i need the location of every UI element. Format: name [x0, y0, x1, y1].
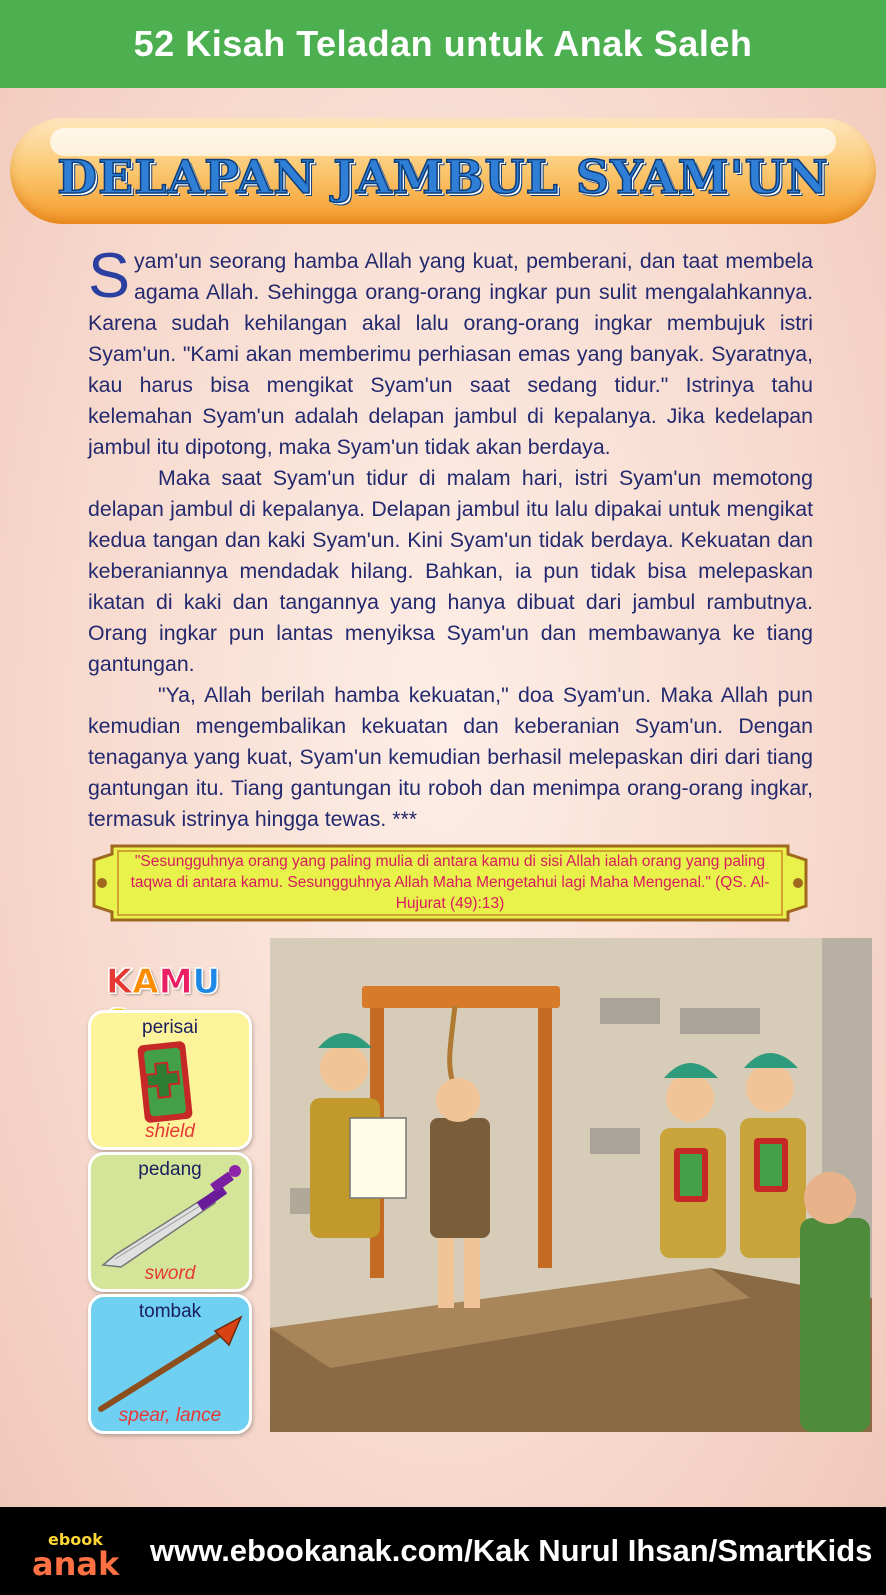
quran-quote-box — [90, 842, 810, 924]
logo-graphic — [30, 1525, 130, 1579]
quote-body: "Sesungguhnya orang yang paling mulia di antara kamu di sisi Allah ialah orang yang paling taqwa di antara kamu. Sesungguhnya Allah Maha Mengetahui lagi Maha Mengenal." — [130, 853, 766, 891]
quote-text — [120, 851, 780, 914]
kamus-letter: K — [106, 962, 133, 1002]
book-series-header: 52 Kisah Teladan untuk Anak Saleh — [0, 0, 886, 88]
kamus-translation: sword — [144, 1263, 196, 1284]
ebookanak-logo — [30, 1525, 130, 1583]
gallows-scene-illustration — [270, 938, 872, 1432]
footer-bar — [0, 1507, 886, 1595]
kamus-letter: M — [158, 962, 193, 1002]
kamus-word: pedang — [138, 1159, 202, 1180]
quote-source: (QS. Al-Hujurat (49):13) — [395, 874, 770, 912]
kamus-translation: spear, lance — [118, 1405, 222, 1426]
story-title: DELAPAN JAMBUL SYAM'UN — [57, 150, 829, 204]
story-paragraph-2: Maka saat Syam'un tidur di malam hari, istri Syam'un memotong delapan jambul di kepalanya. Delapan jambul itu lalu dipakai untuk mengikat kedua tangan dan kaki Syam'un. Kini Syam'un tidak berdaya. Kekuatan dan keberaniannya mendadak hilang. Bahkan, ia pun tidak bisa melepaskan ikatan di kaki dan tangannya yang hanya dibuat dari jambul rambutnya. Orang ingkar pun lantas menyiksa Syam'un dan membawanya ke tiang gantungan. — [88, 466, 813, 676]
logo-bottom-text: anak — [32, 1545, 120, 1579]
kamus-translation: shield — [145, 1121, 195, 1142]
kamus-card-pedang — [88, 1152, 252, 1292]
kamus-heading — [106, 962, 236, 1010]
story-title-banner — [10, 118, 876, 224]
story-paragraph-3: "Ya, Allah berilah hamba kekuatan," doa Syam'un. Maka Allah pun kemudian mengembalikan kekuatan dan keberanian Syam'un. Dengan tenaganya yang kuat, Syam'un kemudian berhasil melepaskan diri dari tiang gantungan itu. Tiang gantungan itu roboh dan menimpa orang-orang ingkar, termasuk istrinya hingga tewas. *** — [88, 683, 813, 831]
kamus-card-tombak — [88, 1294, 252, 1434]
story-paragraph-1 — [88, 241, 813, 463]
kamus-card-perisai — [88, 1010, 252, 1150]
paragraph-1-text: yam'un seorang hamba Allah yang kuat, pemberani, dan taat membela agama Allah. Sehingga orang-orang ingkar pun sulit mengalahkannya. Karena sudah kehilangan akal lalu orang-orang ingkar membujuk istri Syam'un. "Kami akan memberimu perhiasan emas yang banyak. Syaratnya, kau harus bisa mengikat Syam'un saat sedang tidur." Istrinya tahu kelemahan Syam'un adalah delapan jambul di kepalanya. Jika kedelapan jambul itu dipotong, maka Syam'un tidak akan berdaya. — [88, 249, 813, 459]
drop-cap: S — [88, 241, 131, 311]
story-body — [88, 241, 813, 835]
kamus-word: tombak — [138, 1301, 202, 1322]
logo-top-text: ebook — [48, 1530, 103, 1549]
story-illustration — [270, 938, 872, 1432]
kamus-letter: U — [192, 962, 221, 1002]
kamus-letter: A — [132, 962, 159, 1002]
kamus-word: perisai — [142, 1017, 198, 1038]
footer-url[interactable]: www.ebookanak.com/Kak Nurul Ihsan/SmartKids — [150, 1533, 873, 1568]
